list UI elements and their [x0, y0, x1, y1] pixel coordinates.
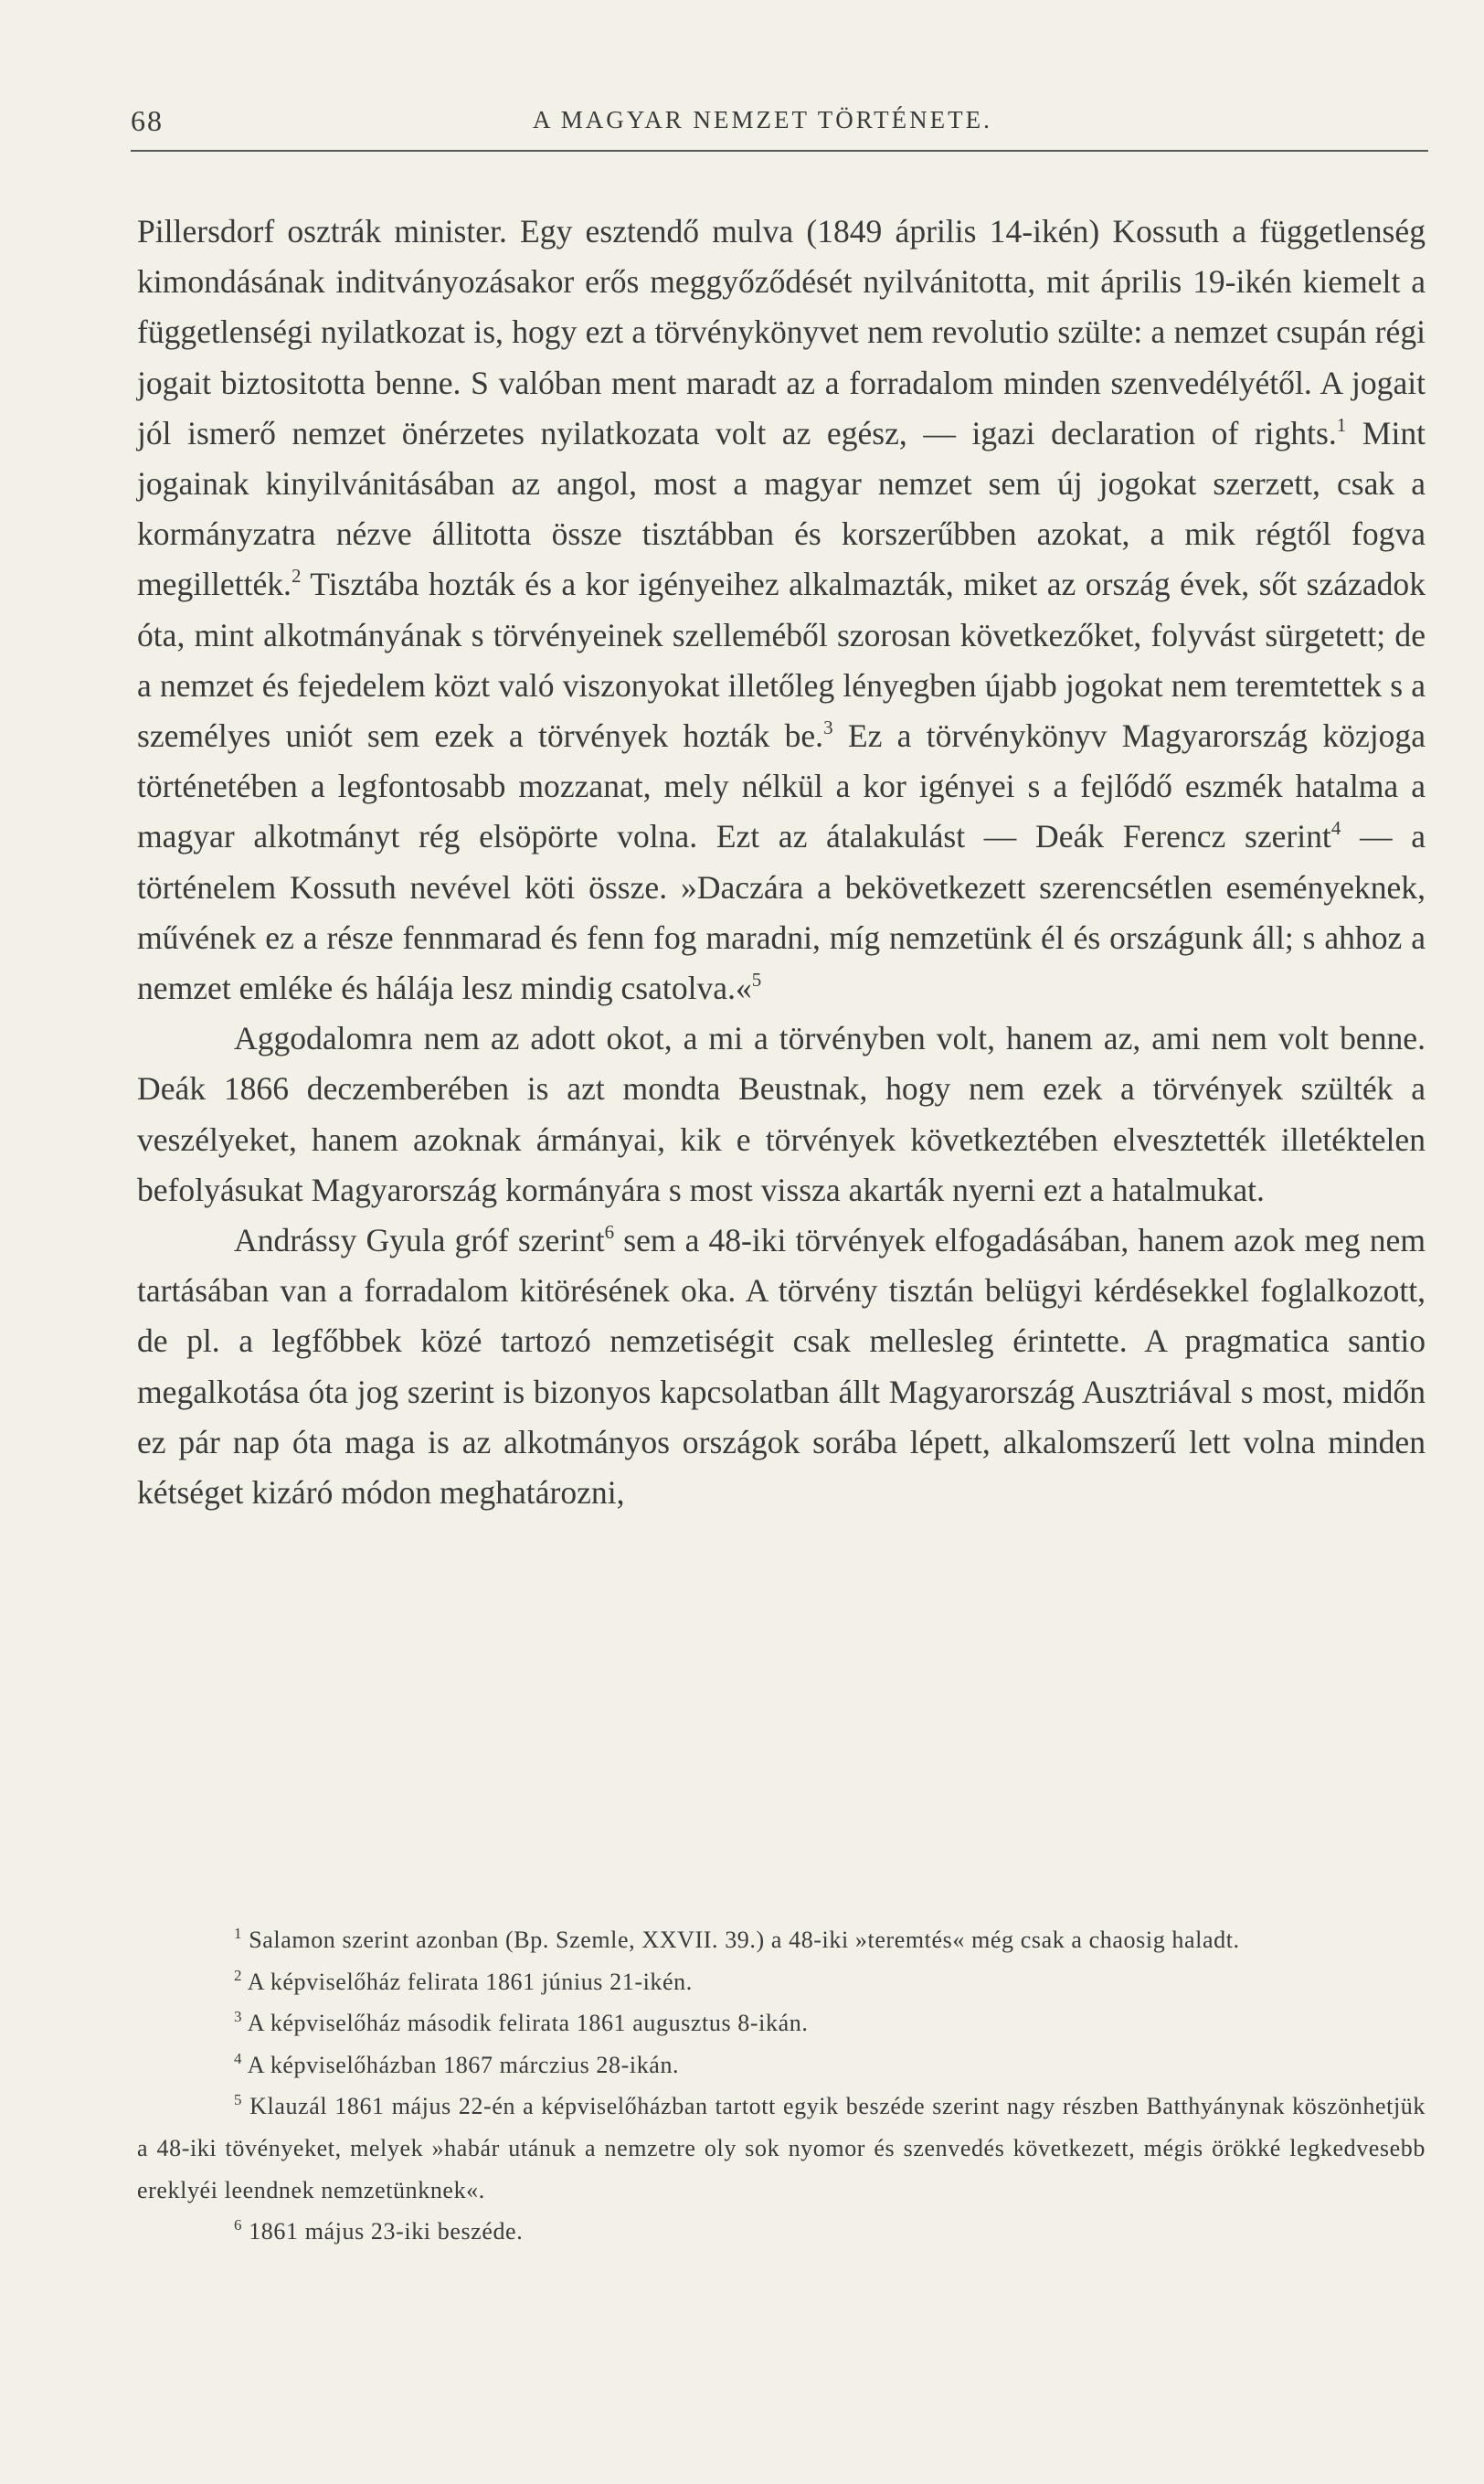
footnote-ref: 5 [751, 969, 762, 992]
footnote [137, 2086, 1426, 2211]
text-run: Pillersdorf osztrák minister. Egy esztendő mulva (1849 április 14-ikén) Kossuth a függetlenség kimondásának inditványozásakor erős meggyőződését nyilvánitotta, mit április 19-ikén kiemelt a függetlenségi nyilatkozat is, hogy ezt a törvénykönyvet nem revolutio szülte: a nemzet csupán régi jogait biztositotta benne. S valóban ment maradt az a forradalom minden szenvedélyétől. A jogait jól ismerő nemzet önérzetes nyilatkozata volt az egész, — igazi declaration of rights. [137, 213, 1426, 451]
paragraph [137, 1014, 1426, 1215]
page-number: 68 [131, 104, 164, 137]
footnotes [137, 1919, 1426, 2253]
footnote [137, 1961, 1426, 2003]
footnote-number: 4 [234, 2049, 243, 2067]
text-run: Ez a törvénykönyv Magyarország közjoga történetében a legfontosabb mozzanat, mely nélkül a kor igényei s a fejlődő eszmék hatalma a magyar alkotmányt rég elsöpörte volna. Ezt az átalakulást — Deák Ferencz szerint [137, 717, 1426, 855]
footnote [137, 2002, 1426, 2044]
footnote-ref: 6 [604, 1221, 615, 1244]
footnote-ref: 4 [1330, 817, 1341, 840]
text-run: — a történelem Kossuth nevével köti össze. »Daczára a bekövetkezett szerencsétlen eseményeknek, művének ez a része fennmarad és fenn fog maradni, míg nemzetünk él és országunk áll; s ahhoz a nemzet emléke és hálája lesz mindig csatolva.« [137, 818, 1426, 1007]
footnote-text: A képviselőház második felirata 1861 augusztus 8-ikán. [242, 2010, 809, 2037]
text-run: Tisztába hozták és a kor igényeihez alkalmazták, miket az ország évek, sőt századok óta, mint alkotmányának s törvényeinek szelleméből szorosan következőket, folyvást sürgetett; de a nemzet és fejedelem közt való viszonyokat illetőleg lényegben újabb jogokat nem teremtettek s a személyes uniót sem ezek a törvények hozták be. [137, 566, 1426, 755]
footnote [137, 2044, 1426, 2086]
main-text [137, 207, 1426, 1518]
footnote-number: 6 [234, 2216, 243, 2235]
footnote-ref: 2 [291, 565, 302, 588]
text-run: Aggodalomra nem az adott okot, a mi a törvényben volt, hanem az, ami nem volt benne. Deák 1866 deczemberében is azt mondta Beustnak, hogy nem ezek a törvények szülték a veszélyeket, hanem azoknak ármányai, kik e törvények következtében elvesztették illetéktelen befolyásukat Magyarország kormányára s most vissza akarták nyerni ezt a hatalmukat. [137, 1020, 1426, 1208]
footnote-text: A képviselőház felirata 1861 június 21-ikén. [242, 1968, 693, 1995]
paragraph [137, 207, 1426, 1014]
footnote-number: 3 [234, 2008, 243, 2026]
footnote-text: Klauzál 1861 május 22-én a képviselőházban tartott egyik beszéde szerint nagy részben Batthyánynak köszönhetjük a 48-iki tövényeket, melyek »habár utánuk a nemzetre oly sok nyomor és szenvedés következett, mégis örökké legkedvesebb ereklyéi leendnek nemzetünknek«. [137, 2093, 1426, 2203]
footnote-text: 1861 május 23-iki beszéde. [242, 2218, 524, 2245]
text-run: Andrássy Gyula gróf szerint [234, 1222, 605, 1259]
running-title: A MAGYAR NEMZET TÖRTÉNETE. [533, 106, 992, 133]
footnote-text: Salamon szerint azonban (Bp. Szemle, XXVII. 39.) a 48-iki »teremtés« még csak a chaosig haladt. [242, 1927, 1240, 1953]
page-header [131, 99, 1428, 152]
footnote-ref: 3 [823, 717, 833, 739]
footnote-ref: 1 [1336, 413, 1347, 436]
footnote [137, 2211, 1426, 2253]
footnote-number: 5 [234, 2091, 243, 2109]
footnote-number: 1 [234, 1925, 243, 1942]
footnote-text: A képviselőházban 1867 márczius 28-ikán. [242, 2051, 680, 2078]
paragraph [137, 1215, 1426, 1518]
text-run: Mint jogainak kinyilvánitásában az angol, most a magyar nemzet sem új jogokat szerzett, csak a kormányzatra nézve állitotta össze tisztábban és korszerűbben azokat, a mik régtől fogva megillették. [137, 414, 1426, 603]
footnote [137, 1919, 1426, 1961]
text-run: sem a 48-iki törvények elfogadásában, hanem azok meg nem tartásában van a forradalom kitörésének oka. A törvény tisztán belügyi kérdésekkel foglalkozott, de pl. a legfőbbek közé tartozó nemzetiségit csak mellesleg érintette. A pragmatica santio megalkotása óta jog szerint is bizonyos kapcsolatban állt Magyarország Ausztriával s most, midőn ez pár nap óta maga is az alkotmányos országok sorába lépett, alkalomszerű lett volna minden kétséget kizáró módon meghatározni, [137, 1222, 1426, 1512]
footnote-number: 2 [234, 1966, 243, 1984]
